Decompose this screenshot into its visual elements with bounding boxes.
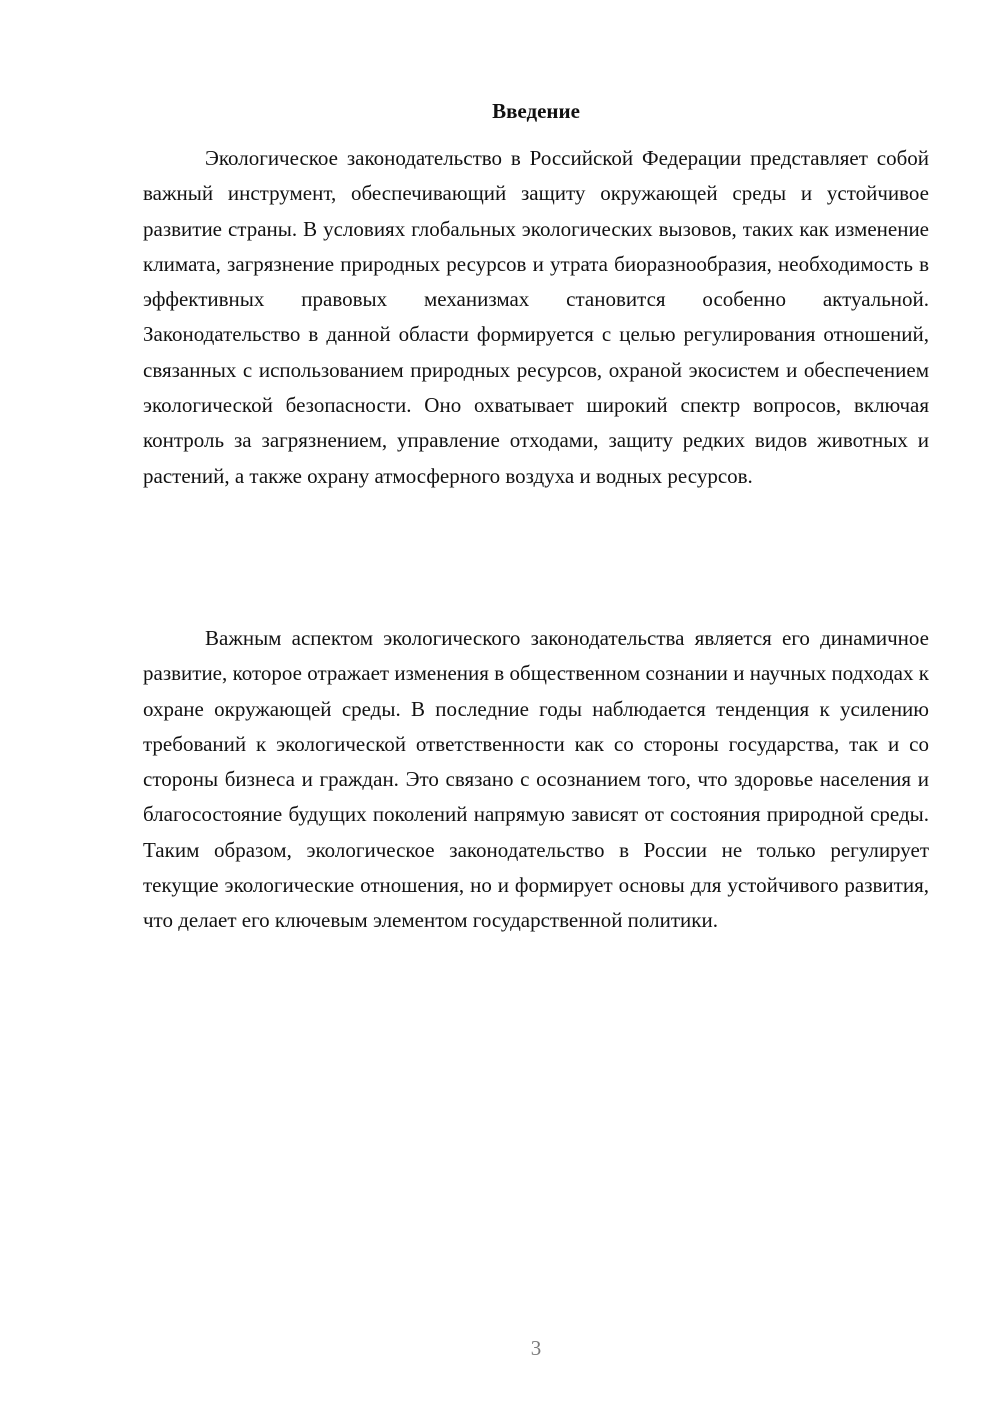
paragraph-2: Важным аспектом экологического законодательства является его динамичное развитие, которое отражает изменения в общественном сознании и научных подходах к охране окружающей среды. В последние годы наблюдается тенденция к усилению требований к экологической ответственности как со стороны государства, так и со стороны бизнеса и граждан. Это связано с осознанием того, что здоровье населения и благосостояние будущих поколений напрямую зависят от состояния природной среды. Таким образом, экологическое законодательство в России не только регулирует текущие экологические отношения, но и формирует основы для устойчивого развития, что делает его ключевым элементом государственной политики. — [143, 626, 929, 933]
paragraph-1: Экологическое законодательство в Российской Федерации представляет собой важный инструмент, обеспечивающий защиту окружающей среды и устойчивое развитие страны. В условиях глобальных экологических вызовов, таких как изменение климата, загрязнение природных ресурсов и утрата биоразнообразия, необходимость в эффективных правовых механизмах становится особенно актуальной. Законодательство в данной области формируется с целью регулирования отношений, связанных с использованием природных ресурсов, охраной экосистем и обеспечением экологической безопасности. Оно охватывает широкий спектр вопросов, включая контроль за загрязнением, управление отходами, защиту редких видов животных и растений, а также охрану атмосферного воздуха и водных ресурсов. — [143, 146, 929, 488]
section-title: Введение — [492, 99, 580, 123]
page-number: 3 — [530, 1336, 542, 1360]
